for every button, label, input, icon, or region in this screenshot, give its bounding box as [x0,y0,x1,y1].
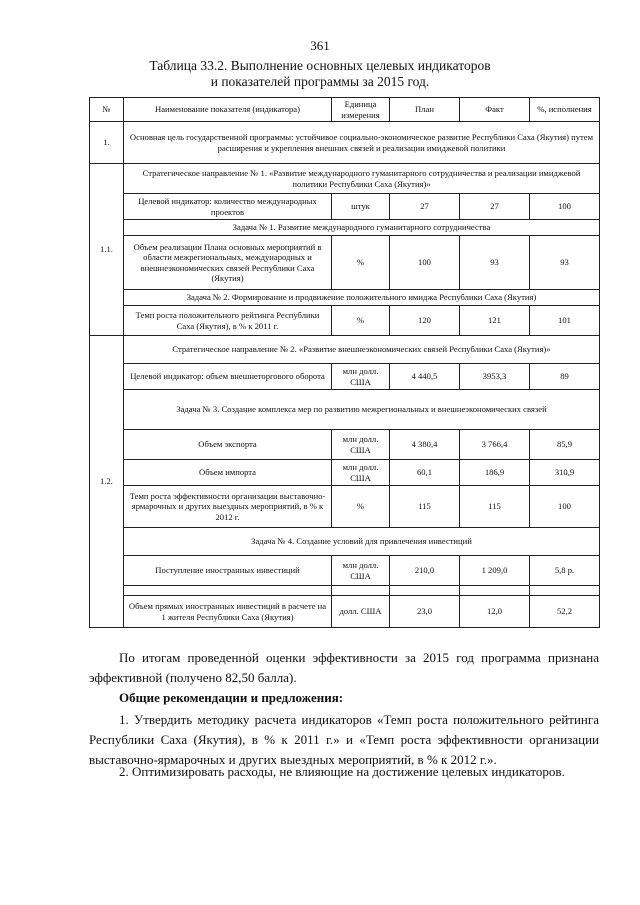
table-row [90,390,600,430]
indicator-plan: 120 [390,306,460,336]
table-header-row [90,98,600,122]
table-row [90,364,600,390]
conclusion-paragraph: По итогам проведенной оценки эффективности за 2015 год программа признана эффективной (получено 82,50 балла). [89,650,599,685]
indicator-fact: 93 [460,236,530,290]
indicator-pct: 85,9 [530,430,600,460]
header-fact: Факт [460,98,530,122]
indicator-name: Поступление иностранных инвестиций [124,556,332,586]
indicator-name: Объем прямых иностранных инвестиций в расчете на 1 жителя Республики Саха (Якутия) [124,596,332,628]
indicator-fact: 3 766,4 [460,430,530,460]
spacer-cell [460,586,530,596]
spacer-cell [390,586,460,596]
indicator-unit: долл. США [332,596,390,628]
task-cell: Задача № 1. Развитие международного гуманитарного сотрудничества [124,220,600,236]
header-pct: %, исполнения [530,98,600,122]
indicator-name: Объем импорта [124,460,332,486]
task-cell: Задача № 4. Создание условий для привлечения инвестиций [124,528,600,556]
indicator-fact: 27 [460,194,530,220]
row-number: 1. [90,122,124,164]
indicator-name: Объем экспорта [124,430,332,460]
table-row [90,486,600,528]
table-row [90,586,600,596]
indicator-plan: 210,0 [390,556,460,586]
row-number: 1.1. [90,164,124,336]
indicator-unit: % [332,486,390,528]
indicator-unit: млн долл. США [332,460,390,486]
indicator-fact: 186,9 [460,460,530,486]
indicator-unit: млн долл. США [332,556,390,586]
indicator-plan: 100 [390,236,460,290]
table-row [90,220,600,236]
header-name: Наименование показателя (индикатора) [124,98,332,122]
indicator-plan: 4 380,4 [390,430,460,460]
recommendation-1: 1. Утвердить методику расчета индикаторов «Темп роста положительного рейтинга Республики Саха (Якутия), в % к 2011 г.» и «Темп роста эффективности организации выставочно-ярмарочных и других выездных мероприятий, в % к 2012 г.». [89,712,599,767]
indicator-unit: млн долл. США [332,364,390,390]
indicator-fact: 3953,3 [460,364,530,390]
indicator-name: Целевой индикатор: количество международных проектов [124,194,332,220]
indicators-table [89,97,600,628]
table-title-line-1: Таблица 33.2. Выполнение основных целевых индикаторов [149,58,491,73]
indicator-pct: 52,2 [530,596,600,628]
indicator-name: Темп роста эффективности организации выставочно-ярмарочных и других выездных мероприятий, в % к 2012 г. [124,486,332,528]
table-row [90,460,600,486]
direction-2-cell: Стратегическое направление № 2. «Развитие внешнеэкономических связей Республики Саха (Якутия)» [124,336,600,364]
recommendations-heading: Общие рекомендации и предложения: [119,690,344,705]
indicator-plan: 23,0 [390,596,460,628]
table-row [90,164,600,194]
indicator-unit: штук [332,194,390,220]
indicator-unit: млн долл. США [332,430,390,460]
table-row [90,290,600,306]
indicator-fact: 115 [460,486,530,528]
task-cell: Задача № 3. Создание комплекса мер по развитию межрегиональных и внешнеэкономических связей [124,390,600,430]
main-goal-cell: Основная цель государственной программы: устойчивое социально-экономическое развитие Республики Саха (Якутия) путем расширения и укрепления внешних связей и реализации имиджевой политики [124,122,600,164]
table-row [90,556,600,586]
table-row [90,236,600,290]
indicator-plan: 4 440,5 [390,364,460,390]
header-num: № [90,98,124,122]
indicator-plan: 60,1 [390,460,460,486]
indicator-pct: 100 [530,486,600,528]
task-cell: Задача № 2. Формирование и продвижение положительного имиджа Республики Саха (Якутия) [124,290,600,306]
indicator-fact: 1 209,0 [460,556,530,586]
table-row [90,430,600,460]
indicator-fact: 121 [460,306,530,336]
indicator-plan: 115 [390,486,460,528]
table-row [90,528,600,556]
table-row [90,336,600,364]
header-plan: План [390,98,460,122]
indicator-unit: % [332,236,390,290]
spacer-cell [124,586,332,596]
indicator-name: Темп роста положительного рейтинга Республики Саха (Якутия), в % к 2011 г. [124,306,332,336]
header-unit: Единица измерения [332,98,390,122]
direction-1-cell: Стратегическое направление № 1. «Развитие международного гуманитарного сотрудничества и реализации имиджевой политики Республики Саха (Якутия)» [124,164,600,194]
recommendation-2: 2. Оптимизировать расходы, не влияющие на достижение целевых индикаторов. [119,764,565,779]
table-row [90,306,600,336]
indicator-name: Целевой индикатор: объем внешнеторгового оборота [124,364,332,390]
table-title-line-2: и показателей программы за 2015 год. [210,74,430,89]
table-row [90,596,600,628]
indicator-pct: 101 [530,306,600,336]
indicator-name: Объем реализации Плана основных мероприятий в области межрегиональных, международных и внешнеэкономических связей Республики Саха (Якутия) [124,236,332,290]
row-number: 1.2. [90,336,124,628]
page-number: 361 [310,38,330,53]
spacer-cell [530,586,600,596]
indicator-pct: 100 [530,194,600,220]
indicator-plan: 27 [390,194,460,220]
table-row [90,122,600,164]
table-row [90,194,600,220]
spacer-cell [332,586,390,596]
indicator-pct: 93 [530,236,600,290]
table-title [90,58,550,90]
indicator-fact: 12,0 [460,596,530,628]
indicator-pct: 5,8 р. [530,556,600,586]
indicator-unit: % [332,306,390,336]
indicator-pct: 310,9 [530,460,600,486]
indicator-pct: 89 [530,364,600,390]
